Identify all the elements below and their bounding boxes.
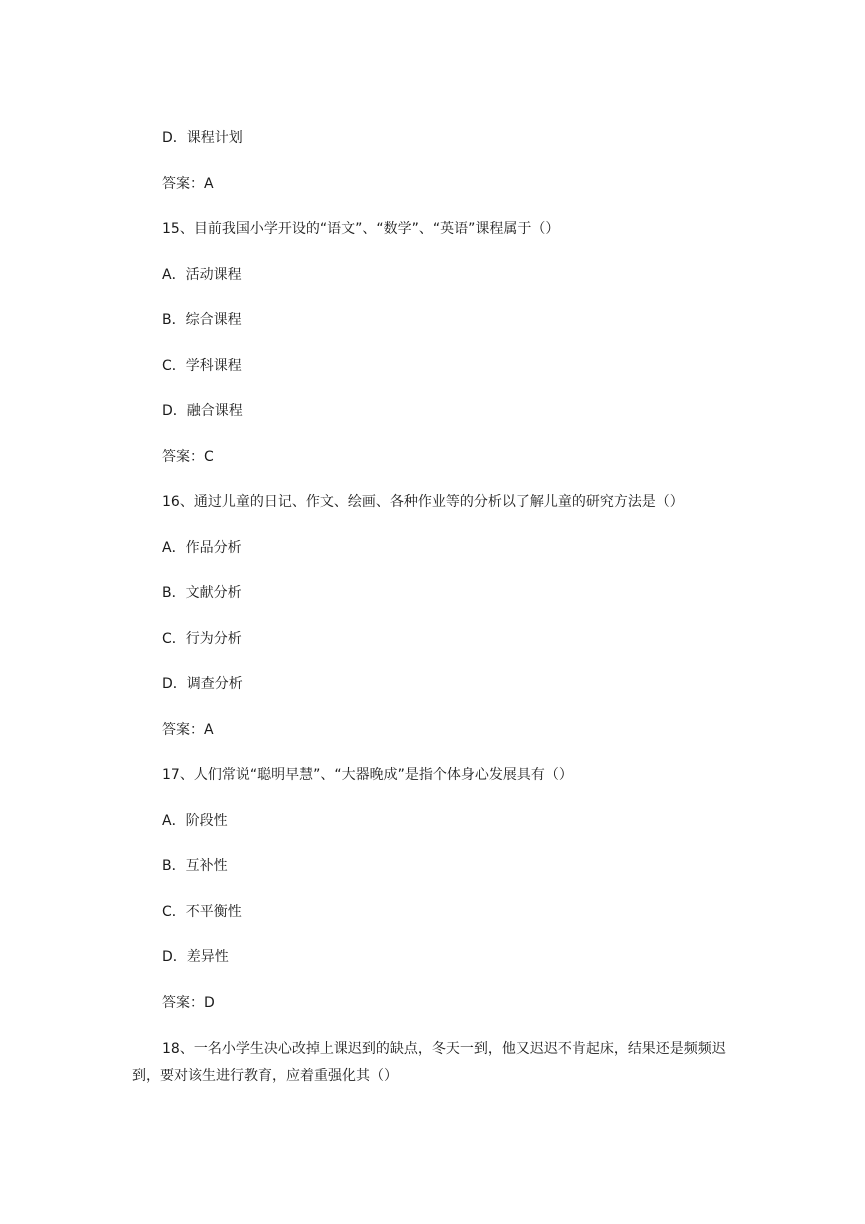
option-c-q15: C．学科课程: [162, 358, 242, 374]
option-b-q15: B．综合课程: [162, 312, 242, 328]
answer-q14: 答案：A: [162, 176, 214, 192]
option-a-q16: A．作品分析: [162, 540, 242, 556]
option-d-q15: D．融合课程: [162, 403, 243, 419]
question-15: 15、目前我国小学开设的“语文”、“数学”、“英语”课程属于（）: [162, 221, 560, 237]
answer-q15: 答案：C: [162, 449, 214, 465]
answer-q17: 答案：D: [162, 995, 215, 1011]
question-16: 16、通过儿童的日记、作文、绘画、各种作业等的分析以了解儿童的研究方法是（）: [162, 494, 684, 510]
option-a-q17: A．阶段性: [162, 813, 228, 829]
option-a-q15: A．活动课程: [162, 267, 242, 283]
option-c-q16: C．行为分析: [162, 631, 242, 647]
option-c-q17: C．不平衡性: [162, 904, 242, 920]
option-d-q16: D．调查分析: [162, 676, 243, 692]
question-17: 17、人们常说“聪明早慧”、“大器晚成”是指个体身心发展具有（）: [162, 767, 573, 783]
option-d-q14: D．课程计划: [162, 130, 243, 146]
option-b-q17: B．互补性: [162, 858, 228, 874]
option-d-q17: D．差异性: [162, 949, 229, 965]
answer-q16: 答案：A: [162, 722, 214, 738]
option-b-q16: B．文献分析: [162, 585, 242, 601]
question-18: 18、一名小学生决心改掉上课迟到的缺点，冬天一到，他又迟迟不肯起床，结果还是频频迟到，要对该生进行教育，应着重强化其（）: [132, 1041, 726, 1084]
